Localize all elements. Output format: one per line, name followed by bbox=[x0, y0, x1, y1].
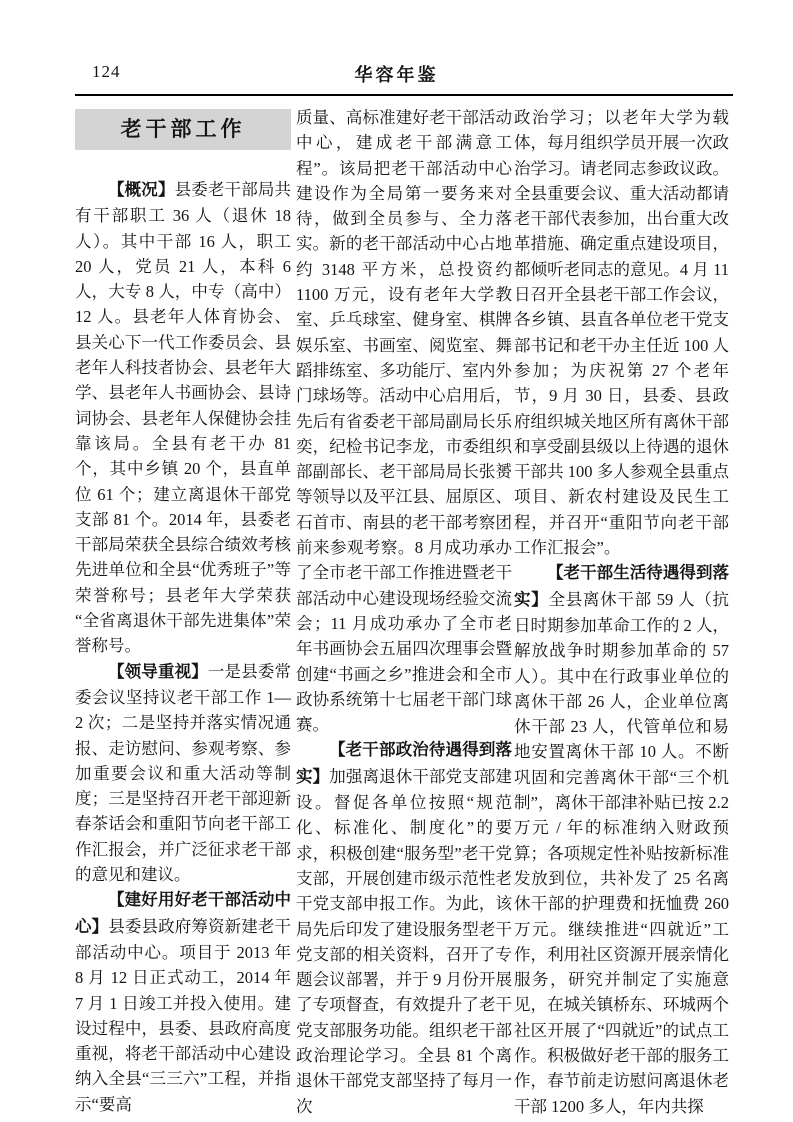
paragraph: 【概况】县委老干部局共有干部职工 36 人（退休 18 人）。其中干部 16 人，职工 20 人，党员 21 人，本科 6 人，大专 8 人，中专（高中）12 人。县老年人体育协会、县关心下一代工作委员会、县老年人科技者协会、县老年大学、县老年人书画协会、县诗词协会、县老年人保健协会挂靠该局。全县有老干办 81 个，其中乡镇 20 个，县直单位 61 个；建立离退休干部党支部 81 个。2014 年，县委老干部局荣获全县综合绩效考核先进单位和全县“优秀班子”等荣誉称号；县老年大学荣获“全省离退休干部先进集体”荣誉称号。 bbox=[75, 180, 292, 656]
text-column-2 bbox=[296, 105, 512, 1119]
paragraph: 质量、高标准建好老干部活动中心，建成老干部满意工程”。该局把老干部活动中心建设作为全局第一要务来对待，做到全员参与、全力落实。新的老干部活动中心占地约 3148 平方米，总投资约 1100 万元，设有老年大学教室、乒乓球室、健身室、棋牌娱乐室、书画室、阅览室、舞蹈排练室、多功能厅、室内外门球场等。活动中心启用后，先后有省委老干部局副局长乐奕，纪检书记李龙，市委组织部副部长、老干部局局长张赟等领导以及平江县、屈原区、石首市、南县的老干部考察团前来参观考察。8 月成功承办了全市老干部工作推进暨老干部活动中心建设现场经验交流会；11 月成功承办了全市老年书画协会五届四次理事会暨创建“书画之乡”推进会和全市政协系统第十七届老干部门球赛。 bbox=[296, 108, 512, 735]
header-rule bbox=[75, 94, 733, 96]
journal-title: 华容年鉴 bbox=[354, 65, 439, 85]
paragraph: 【老干部政治待遇得到落实】加强离退休干部党支部建设。督促各单位按照“规范化、标准化、制度化”的要求，积极创建“服务型”老干党支部，开展创建市级示范性老干党支部申报工作。为此，该局先后印发了建设服务型老干党支部的相关资料，召开了专题会议部署，并于 9 月份开展了专项督查，有效提升了老干党支部服务功能。组织老干部政治理论学习。全县 81 个离退休干部党支部坚持了每月一次 bbox=[296, 741, 512, 1116]
section-heading: 【领导重视】 bbox=[108, 662, 208, 681]
section-heading: 【概况】 bbox=[108, 181, 175, 199]
article-title-box bbox=[75, 109, 291, 150]
text-column-3 bbox=[514, 105, 729, 1119]
paragraph: 【建好用好老干部活动中心】县委县政府筹资新建老干部活动中心。项目于 2013 年 8 月 12 日正式动工，2014 年 7 月 1 日竣工并投入使用。建设过程中，县委、县政府高度重视，将老干部活动中心建设纳入全县“三三六”工程，并指示“要高 bbox=[75, 891, 291, 1114]
paragraph: 【领导重视】一是县委常委会议坚持议老干部工作 1—2 次；二是坚持并落实情况通报、走访慰问、参观考察、参加重要会议和重大活动等制度；三是坚持召开老干部迎新春茶话会和重阳节向老干部工作汇报会，并广泛征求老干部的意见和建议。 bbox=[75, 661, 292, 885]
paragraph: 政治学习；以老年大学为载体，每月组织学员开展一次政治学习。请老同志参政议政。全县重要会议、重大活动都请老干部代表参加，出台重大改革措施、确定重点建设项目，都倾听老同志的意见。4 月 11 日召开全县老干部工作会议，各乡镇、县直各单位老干党支部书记和老干办主任近 100 人参加；为庆祝第 27 个老年节，9 月 30 日，县委、县政府组织城关地区所有离休干部和享受副县级以上待遇的退休干部共 100 多人参观全县重点项目、新农村建设及民生工程，并召开“重阳节向老干部工作汇报会”。 bbox=[514, 108, 729, 558]
section-heading: 【建好用好老干部活动中心】 bbox=[75, 891, 291, 936]
section-heading: 【老干部生活待遇得到落实】 bbox=[514, 564, 729, 609]
section-heading: 【老干部政治待遇得到落实】 bbox=[296, 741, 512, 786]
page-number: 124 bbox=[92, 62, 121, 81]
paragraph: 【老干部生活待遇得到落实】全县离休干部 59 人（抗日时期参加革命工作的 2 人，解放战争时期参加革命的 57 人）。其中在行政事业单位的离休干部 26 人，企业单位离休干部 23 人，代管单位和易地安置离休干部 10 人。不断巩固和完善离休干部“三个机制”，离休干部津补贴已按 2.2 万元 / 年的标准纳入财政预算；各项规定性补贴按新标准发放到位，共补发了 25 名离休干部的护理费和抚恤费 260 万元。继续推进“四就近”工作，利用社区资源开展亲情化服务，研究并制定了实施意见，在城关镇桥东、环城两个社区开展了“四就近”的试点工作。积极做好老干部的服务工作，春节前走访慰问离退休老干部 1200 多人，年内共探 bbox=[514, 564, 730, 1116]
text-column-1 bbox=[75, 105, 291, 1117]
article-title: 老干部工作 bbox=[120, 118, 246, 141]
